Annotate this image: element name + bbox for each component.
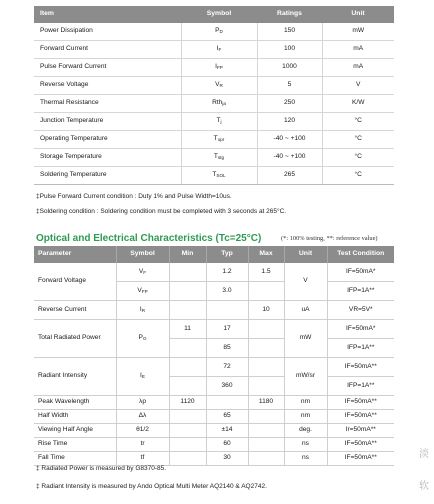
rating-unit: °C: [322, 113, 394, 131]
unit-cell: nm: [284, 396, 327, 410]
typ-cell: [206, 396, 248, 410]
table-row: [34, 149, 394, 167]
min-cell: [169, 424, 206, 438]
unit-cell: ns: [284, 452, 327, 466]
table-row: [34, 167, 394, 185]
absolute-ratings-table: [34, 6, 394, 185]
min-cell: [169, 358, 206, 377]
min-cell: [169, 282, 206, 301]
max-cell: [248, 358, 284, 377]
max-cell: [248, 424, 284, 438]
rating-value: 250: [257, 95, 322, 113]
table-row: [34, 95, 394, 113]
radiant-intensity-footnote: ‡ Radiant Intensity is measured by Ando Optical Multi Meter AQ2140 & AQ2742.: [36, 483, 267, 490]
max-cell: [248, 438, 284, 452]
min-cell: [169, 438, 206, 452]
typ-cell: 60: [206, 438, 248, 452]
condition-cell: IFP=1A**: [327, 339, 394, 358]
max-cell: [248, 339, 284, 358]
condition-cell: IF=50mA**: [327, 410, 394, 424]
max-cell: [248, 282, 284, 301]
rating-unit: K/W: [322, 95, 394, 113]
condition-cell: IFP=1A**: [327, 377, 394, 396]
max-cell: 1.5: [248, 263, 284, 282]
max-cell: 10: [248, 301, 284, 320]
typ-cell: 72: [206, 358, 248, 377]
ratings-header-symbol: Symbol: [181, 6, 257, 23]
symbol-cell: $I_R$: [116, 301, 169, 320]
max-cell: [248, 377, 284, 396]
typ-cell: 65: [206, 410, 248, 424]
table-row: [34, 77, 394, 95]
symbol-cell: tr: [116, 438, 169, 452]
min-cell: [169, 377, 206, 396]
table-row: [34, 23, 394, 41]
typ-cell: 30: [206, 452, 248, 466]
typ-cell: 85: [206, 339, 248, 358]
section-title: Optical and Electrical Characteristics (Tc=25°C): [36, 233, 262, 244]
condition-cell: IF=50mA*: [327, 263, 394, 282]
optical-header-row: [34, 246, 394, 263]
param-reverse-current: Reverse Current: [34, 301, 116, 320]
rating-value: -40 ~ +100: [257, 131, 322, 149]
ratings-header-item: Item: [34, 6, 181, 23]
rating-symbol: $T_{opr}$: [181, 131, 257, 149]
rating-unit: °C: [322, 131, 394, 149]
rating-unit: mW: [322, 23, 394, 41]
min-cell: 1120: [169, 396, 206, 410]
radiated-power-footnote: ‡ Radiated Power is measured by G8370-85.: [36, 465, 167, 472]
max-cell: [248, 410, 284, 424]
table-row: [34, 320, 394, 339]
header-parameter: Parameter: [34, 246, 116, 263]
max-cell: [248, 320, 284, 339]
rating-item: Operating Temperature: [34, 131, 181, 149]
rating-item: Pulse Forward Current: [34, 59, 181, 77]
symbol-cell: $I_E$: [116, 358, 169, 396]
param-fall-time: Fall Time: [34, 452, 116, 466]
unit-cell: nm: [284, 410, 327, 424]
symbol-cell: tf: [116, 452, 169, 466]
max-cell: [248, 452, 284, 466]
side-glyph-bottom: 软: [419, 481, 429, 492]
condition-cell: IF=50mA**: [327, 452, 394, 466]
table-row: [34, 113, 394, 131]
unit-cell: ns: [284, 438, 327, 452]
max-cell: 1180: [248, 396, 284, 410]
rating-item: Thermal Resistance: [34, 95, 181, 113]
header-unit: Unit: [284, 246, 327, 263]
param-peak-wavelength: Peak Wavelength: [34, 396, 116, 410]
rating-item: Power Dissipation: [34, 23, 181, 41]
table-row: [34, 396, 394, 410]
soldering-condition-note: ‡Soldering condition : Soldering condition must be completed with 3 seconds at 265°C.: [36, 208, 287, 215]
param-rise-time: Rise Time: [34, 438, 116, 452]
rating-value: 120: [257, 113, 322, 131]
pulse-condition-note: ‡Pulse Forward Current condition : Duty 1% and Pulse Width=10us.: [36, 193, 232, 200]
min-cell: [169, 452, 206, 466]
min-cell: [169, 339, 206, 358]
rating-item: Reverse Voltage: [34, 77, 181, 95]
rating-item: Storage Temperature: [34, 149, 181, 167]
rating-value: 1000: [257, 59, 322, 77]
symbol-cell: $V_F$: [116, 263, 169, 282]
rating-item: Soldering Temperature: [34, 167, 181, 185]
rating-item: Forward Current: [34, 41, 181, 59]
header-min: Min: [169, 246, 206, 263]
symbol-cell: Δλ: [116, 410, 169, 424]
table-row: [34, 59, 394, 77]
unit-cell: deg.: [284, 424, 327, 438]
unit-cell: uA: [284, 301, 327, 320]
rating-value: 265: [257, 167, 322, 185]
typ-cell: [206, 301, 248, 320]
ratings-header-ratings: Ratings: [257, 6, 322, 23]
param-radiant-intensity: Radiant Intensity: [34, 358, 116, 396]
header-symbol: Symbol: [116, 246, 169, 263]
unit-cell: mW/sr: [284, 358, 327, 396]
ratings-header-unit: Unit: [322, 6, 394, 23]
rating-symbol: $T_{stg}$: [181, 149, 257, 167]
table-row: [34, 410, 394, 424]
table-row: [34, 424, 394, 438]
typ-cell: 360: [206, 377, 248, 396]
min-cell: [169, 301, 206, 320]
rating-item: Junction Temperature: [34, 113, 181, 131]
rating-symbol: $P_D$: [181, 23, 257, 41]
typ-cell: ±14: [206, 424, 248, 438]
side-glyph-top: 淡: [419, 449, 429, 460]
typ-cell: 17: [206, 320, 248, 339]
rating-value: 150: [257, 23, 322, 41]
rating-unit: mA: [322, 41, 394, 59]
table-row: [34, 358, 394, 377]
rating-unit: mA: [322, 59, 394, 77]
typ-cell: 1.2: [206, 263, 248, 282]
symbol-cell: θ1/2: [116, 424, 169, 438]
condition-cell: Ir=50mA**: [327, 424, 394, 438]
condition-cell: IFP=1A**: [327, 282, 394, 301]
symbol-cell: $V_{FP}$: [116, 282, 169, 301]
condition-cell: IF=50mA**: [327, 438, 394, 452]
symbol-cell: $P_O$: [116, 320, 169, 358]
unit-cell: V: [284, 263, 327, 301]
ratings-header-row: [34, 6, 394, 23]
min-cell: [169, 263, 206, 282]
min-cell: 11: [169, 320, 206, 339]
param-forward-voltage: Forward Voltage: [34, 263, 116, 301]
rating-symbol: $V_R$: [181, 77, 257, 95]
table-row: [34, 301, 394, 320]
optical-characteristics-table: [34, 246, 394, 466]
rating-symbol: $I_{FP}$: [181, 59, 257, 77]
symbol-cell: λp: [116, 396, 169, 410]
table-row: [34, 41, 394, 59]
condition-cell: IF=50mA**: [327, 358, 394, 377]
min-cell: [169, 410, 206, 424]
param-radiated-power: Total Radiated Power: [34, 320, 116, 358]
table-row: [34, 263, 394, 282]
table-row: [34, 452, 394, 466]
param-half-width: Half Width: [34, 410, 116, 424]
param-viewing-angle: Viewing Half Angle: [34, 424, 116, 438]
testing-note: (*: 100% testing, **: reference value): [281, 235, 378, 242]
rating-value: -40 ~ +100: [257, 149, 322, 167]
table-row: [34, 438, 394, 452]
header-max: Max: [248, 246, 284, 263]
rating-unit: °C: [322, 149, 394, 167]
header-typ: Typ: [206, 246, 248, 263]
header-test-condition: Test Condition: [327, 246, 394, 263]
rating-unit: °C: [322, 167, 394, 185]
unit-cell: mW: [284, 320, 327, 358]
rating-symbol: Rth$_{ja}$: [181, 95, 257, 113]
typ-cell: 3.0: [206, 282, 248, 301]
condition-cell: IF=50mA*: [327, 320, 394, 339]
rating-value: 5: [257, 77, 322, 95]
rating-symbol: $T_{SOL}$: [181, 167, 257, 185]
rating-value: 100: [257, 41, 322, 59]
rating-unit: V: [322, 77, 394, 95]
condition-cell: IF=50mA**: [327, 396, 394, 410]
condition-cell: VR=5V*: [327, 301, 394, 320]
rating-symbol: $I_F$: [181, 41, 257, 59]
table-row: [34, 131, 394, 149]
rating-symbol: $T_j$: [181, 113, 257, 131]
